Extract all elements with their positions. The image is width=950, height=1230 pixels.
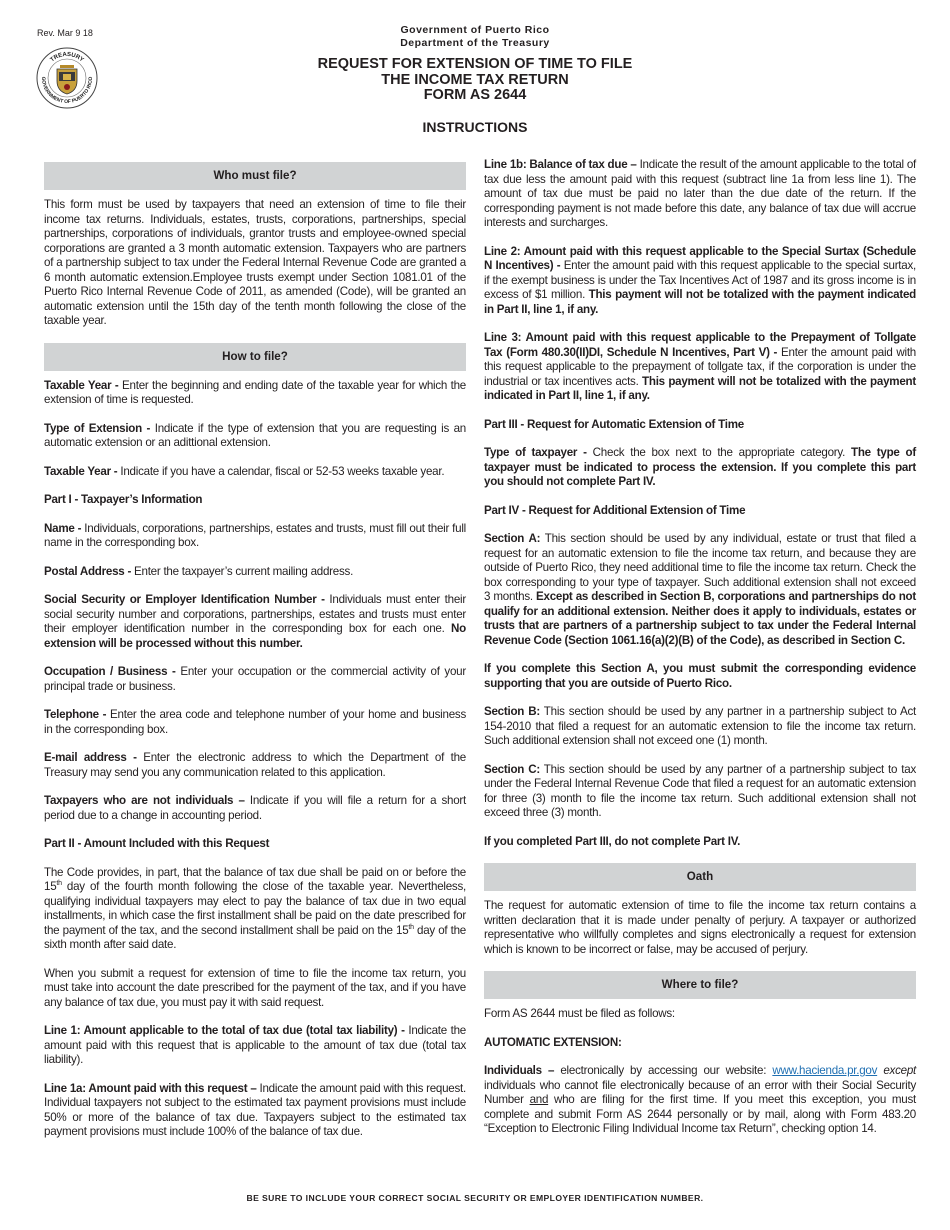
title-line-1: REQUEST FOR EXTENSION OF TIME TO FILE xyxy=(317,56,633,72)
part3-note: If you completed Part III, do not complete Part IV. xyxy=(484,834,741,848)
oath-heading: Oath xyxy=(484,863,916,891)
revision-date: Rev. Mar 9 18 xyxy=(37,28,93,38)
svg-text:GOVERNMENT OF PUERTO RICO: GOVERNMENT OF PUERTO RICO xyxy=(39,76,95,106)
individuals-paragraph: Individuals – electronically by accessing our website: www.hacienda.pr.gov except individuals who cannot file electronically because of an error with their Social Security Number and who are filing for the first time. If you meet this exception, you must complete and submit Form AS 2644 personally or by mail, along with Form 483.20 “Exception to Electronic Filing Individual Income tax Return”, checking option 14. xyxy=(484,1064,916,1135)
taxable-year-paragraph: Taxable Year - Enter the beginning and ending date of the taxable year for which the extension of time is requested. xyxy=(44,378,466,406)
submit-paragraph: When you submit a request for extension of time to file the income tax return, you must take into account the date prescribed for the payment of the tax, and if you have any balance of tax due, you must pay it with said request. xyxy=(44,966,466,1009)
type-of-extension-paragraph: Type of Extension - Indicate if the type of extension that you are requesting is an automatic extension or an adittional extension. xyxy=(44,421,466,449)
section-a-evidence: If you complete this Section A, you must submit the corresponding evidence supporting that you are outside of Puerto Rico. xyxy=(484,662,916,690)
line1a-paragraph: Line 1a: Amount paid with this request – Indicate the amount paid with this request. Individual taxpayers not subject to the estimated tax payment provisions must include 50% or more of the balance of tax due. Taxpayers subject to the estimated tax payment provisions must include 100% of the balance of tax due. xyxy=(44,1081,466,1138)
section-b-paragraph: Section B: This section should be used by any partner in a partnership subject to Act 154-2010 that filed a request for an automatic extension to file the income tax return. Such additional extension shall not exceed one (1) month. xyxy=(484,705,916,747)
line1b-paragraph: Line 1b: Balance of tax due – Indicate the result of the amount applicable to the total of tax due less the amount paid with this request (subtract line 1a from less line 1). The amount of tax due must be paid no later than the due date of the return. If the corresponding payment is not made before this date, any balance of tax due will accrue interests and surcharges. xyxy=(484,158,916,229)
part3-heading: Part III - Request for Automatic Extension of Time xyxy=(484,417,744,431)
part4-heading: Part IV - Request for Additional Extension of Time xyxy=(484,503,746,517)
automatic-extension-heading: AUTOMATIC EXTENSION: xyxy=(484,1035,622,1049)
section-c-paragraph: Section C: This section should be used by any partner of a partnership subject to tax under the Federal Internal Revenue Code that filed a request for an automatic extension for three (3) month to file the income tax return. Such additional extension shall not exceed three (3) month. xyxy=(484,762,916,819)
code-paragraph: The Code provides, in part, that the balance of tax due shall be paid on or before the 15th day of the fourth month following the close of the taxable year. Nevertheless, qualifying individual taxpayers may elect to pay the balance of tax due in two equal installments, in which case the first installment shall be paid on the date prescribed for the payment of the tax, and the second installment shall be paid on the 15th day of the sixth month after said date. xyxy=(44,865,466,951)
government-heading xyxy=(0,24,950,50)
occupation-paragraph: Occupation / Business - Enter your occupation or the commercial activity of your principal trade or business. xyxy=(44,665,466,693)
part1-heading: Part I - Taxpayer’s Information xyxy=(44,493,203,506)
telephone-paragraph: Telephone - Enter the area code and telephone number of your home and business in the corresponding box. xyxy=(44,708,466,736)
svg-text:TREASURY: TREASURY xyxy=(49,51,85,64)
non-individuals-paragraph: Taxpayers who are not individuals – Indicate if you will file a return for a short period due to a change in accounting period. xyxy=(44,794,467,822)
right-column xyxy=(484,158,916,1151)
how-to-file-heading: How to file? xyxy=(44,343,466,371)
ssn-paragraph: Social Security or Employer Identification Number - Individuals must enter their social security number and corporations, partnerships, estates and trusts must enter their employer identification number in the corresponding box for each one. No extension will be processed without this number. xyxy=(44,593,466,650)
line2-paragraph: Line 2: Amount paid with this request applicable to the Special Surtax (Schedule N Incentives) - Enter the amount paid with this request applicable to the special surtax, if the exempt business is under the Tax Incentives Act of 1987 and its gross income is in excess of $1 million. This payment will not be totalized with the payment indicated in Part II, line 1, if any. xyxy=(484,244,916,316)
who-must-file-heading: Who must file? xyxy=(44,162,466,190)
email-paragraph: E-mail address - Enter the electronic address to which the Department of the Treasury may send you any communication related to this application. xyxy=(44,751,466,779)
type-of-taxpayer-paragraph: Type of taxpayer - Check the box next to the appropriate category. The type of taxpayer must be indicated to process the extension. If you complete this part you should not complete Part IV. xyxy=(484,446,916,488)
line1-paragraph: Line 1: Amount applicable to the total of tax due (total tax liability) - Indicate the amount paid with this request that is applicable to the amount of tax due (total tax liability). xyxy=(44,1024,467,1066)
name-paragraph: Name - Individuals, corporations, partnerships, estates and trusts, must fill out their full name in the corresponding box. xyxy=(44,521,466,549)
line3-paragraph: Line 3: Amount paid with this request applicable to the Prepayment of Tollgate Tax (Form 480.30(II)DI, Schedule N Incentives, Part V) - Enter the amount paid with this request applicable to the prepayment of tollgate tax, if the corporation is under the industrial or tax incentives acts. This payment will not be totalized with the payment indicated in Part II, line 1, if any. xyxy=(484,331,916,402)
who-must-file-text: This form must be used by taxpayers that need an extension of time to file their income tax returns. Individuals, estates, trusts, corporations, partnerships, special partnerships, corporations of individuals, grantor trusts and employee-owned special corporations are granted a 3 month automatic extension. Taxpayers who are partners of a partnership subject to tax under the Federal Internal Revenue Code are granted a 6 month automatic extension.Employee trusts exempt under Section 1081.01 of the Puerto Rico Internal Revenue Code of 2011, as amended (Code), will be granted an automatic extension until the 15th day of the tenth month following the close of the taxable year. xyxy=(44,198,466,327)
instructions-heading: INSTRUCTIONS xyxy=(422,119,528,135)
title-line-3: FORM AS 2644 xyxy=(423,87,527,103)
oath-text: The request for automatic extension of time to file the income tax return contains a written declaration that it is made under penalty of perjury. A taxpayer or authorized representative who willfully completes and signs electronically a request for extension which is known to be incorrect or false, may be accused of perjury. xyxy=(484,899,916,956)
postal-address-paragraph: Postal Address - Enter the taxpayer’s current mailing address. xyxy=(44,564,354,578)
government-name: Government of Puerto Rico xyxy=(400,24,550,36)
section-a-paragraph: Section A: This section should be used by any individual, estate or trust that filed a request for an automatic extension to file the income tax return, and because they are outside of Puerto Rico, they need additional time to file the income tax return. Check the box corresponding to your type of taxpayer. Such additional extension shall not exceed 3 months. Except as described in Section B, corporations and partnerships do not qualify for an additional extension. Neither does it apply to individuals, estates or trusts that are partners of a partnership subject to tax under the Federal Internal Revenue Code (Section 1061.16(a)(2)(B) of the Code), as described in Section C. xyxy=(484,532,917,647)
part2-heading: Part II - Amount Included with this Request xyxy=(44,837,270,850)
where-to-file-text: Form AS 2644 must be filed as follows: xyxy=(484,1007,675,1020)
hacienda-website-link[interactable]: www.hacienda.pr.gov xyxy=(772,1064,878,1077)
footer-notice: BE SURE TO INCLUDE YOUR CORRECT SOCIAL SECURITY OR EMPLOYER IDENTIFICATION NUMBER. xyxy=(246,1193,704,1203)
title-line-2: THE INCOME TAX RETURN xyxy=(381,71,569,88)
form-title xyxy=(0,57,950,104)
left-column xyxy=(44,162,466,1154)
taxable-year-type-paragraph: Taxable Year - Indicate if you have a calendar, fiscal or 52-53 weeks taxable year. xyxy=(44,464,445,478)
department-name: Department of the Treasury xyxy=(400,37,550,49)
where-to-file-heading: Where to file? xyxy=(484,971,916,999)
